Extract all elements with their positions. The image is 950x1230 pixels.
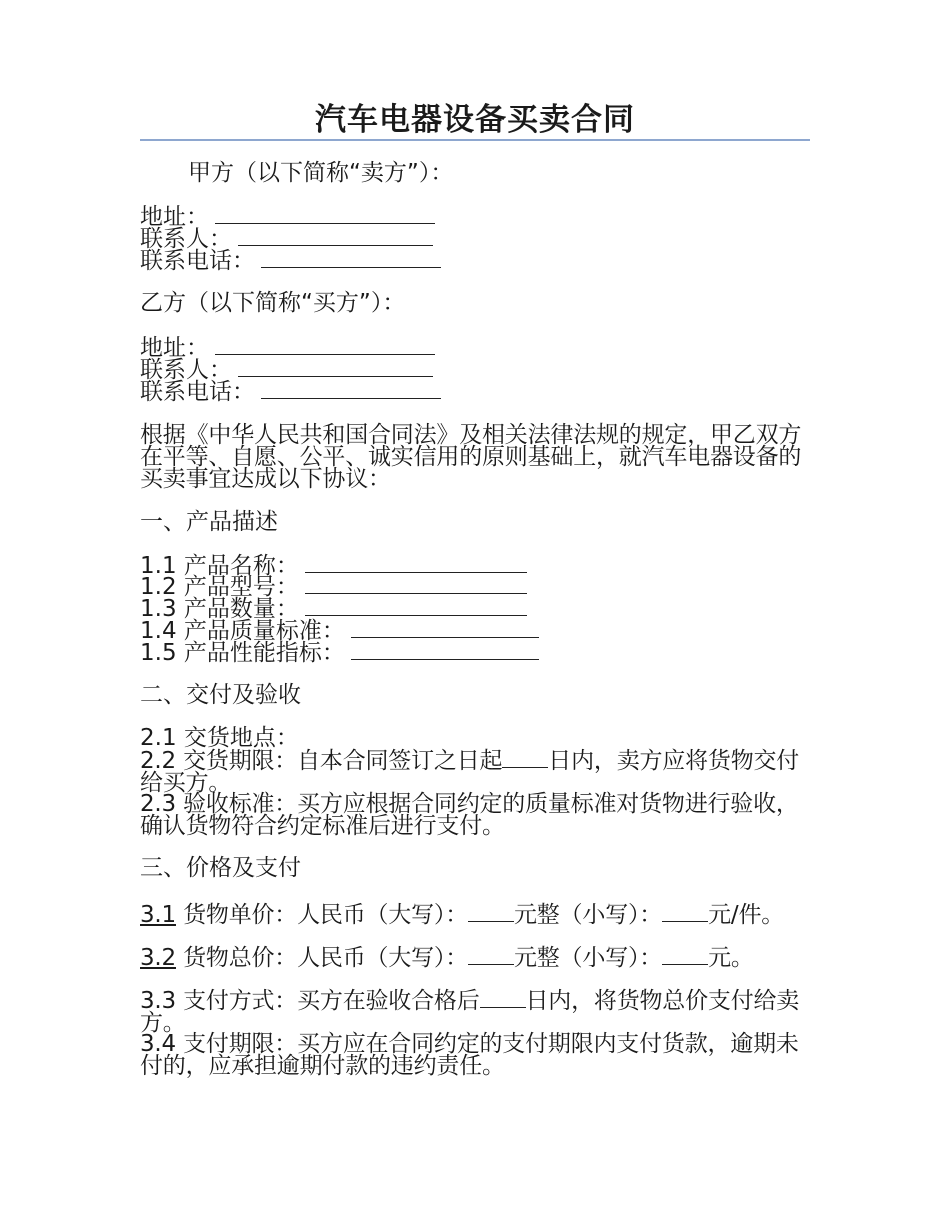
intro-paragraph: 根据《中华人民共和国合同法》及相关法律法规的规定，甲乙双方在平等、自愿、公平、诚实信用的原则基础上，就汽车电器设备的买卖事宜达成以下协议： <box>140 422 802 492</box>
section3-heading: 三、价格及支付 <box>140 855 301 881</box>
payment-method-text: 3.3 支付方式：买方在验收合格后 <box>140 988 480 1014</box>
product-performance-blank <box>351 641 539 660</box>
section1-heading: 一、产品描述 <box>140 509 278 535</box>
product-model-label: 1.2 产品型号： <box>140 574 299 600</box>
total-price-text-3: 元。 <box>708 945 754 971</box>
total-price <box>140 946 812 969</box>
party-b-address-label: 地址： <box>140 335 209 361</box>
party-b-phone-blank <box>261 380 441 399</box>
payment-method-text-2: 日内，将货物总价支付给卖方。 <box>140 988 800 1036</box>
party-a-heading: 甲方（以下简称“卖方”）： <box>188 160 454 186</box>
party-b-address-blank <box>215 336 435 355</box>
product-quality-blank <box>351 619 539 638</box>
party-b-heading: 乙方（以下简称“买方”）： <box>140 290 406 316</box>
party-a-phone-label: 联系电话： <box>140 248 255 274</box>
product-name-label: 1.1 产品名称： <box>140 553 299 579</box>
party-a-phone <box>140 249 441 273</box>
product-name-blank <box>305 554 527 573</box>
unit-price <box>140 903 812 926</box>
total-price-lower-blank <box>662 946 708 965</box>
payment-method <box>140 989 812 1034</box>
total-price-number: 3.2 <box>140 945 176 971</box>
party-a-address-blank <box>215 205 435 224</box>
product-quantity-blank <box>305 597 527 616</box>
party-b-contact-blank <box>238 358 433 377</box>
delivery-deadline-text: 2.2 交货期限：自本合同签订之日起 <box>140 748 503 774</box>
party-b-phone <box>140 380 441 404</box>
party-a-address-label: 地址： <box>140 204 209 230</box>
product-quantity-label: 1.3 产品数量： <box>140 596 299 622</box>
unit-price-upper-blank <box>468 903 514 922</box>
unit-price-number: 3.1 <box>140 902 176 928</box>
payment-deadline: 3.4 支付期限：买方应在合同约定的支付期限内支付货款，逾期未付的，应承担逾期付款的违约责任。 <box>140 1031 799 1079</box>
party-b-contact-label: 联系人： <box>140 357 232 383</box>
party-a-contact-label: 联系人： <box>140 226 232 252</box>
unit-price-text: 货物单价：人民币（大写）： <box>175 902 468 928</box>
payment-days-blank <box>480 989 526 1008</box>
party-b-phone-label: 联系电话： <box>140 379 255 405</box>
product-quality-label: 1.4 产品质量标准： <box>140 618 345 644</box>
product-model-blank <box>305 575 527 594</box>
section2-heading: 二、交付及验收 <box>140 682 301 708</box>
delivery-deadline-text-2: 日内，卖方应将货物交付给买方。 <box>140 748 800 796</box>
product-performance-label: 1.5 产品性能指标： <box>140 640 345 666</box>
unit-price-text-3: 元/件。 <box>708 902 785 928</box>
acceptance-standard: 2.3 验收标准：买方应根据合同约定的质量标准对货物进行验收，确认货物符合约定标准后进行支付。 <box>140 791 799 839</box>
delivery-days-blank <box>502 749 548 768</box>
total-price-text-2: 元整（小写）： <box>514 945 663 971</box>
delivery-location: 2.1 交货地点： <box>140 725 299 751</box>
unit-price-text-2: 元整（小写）： <box>514 902 663 928</box>
unit-price-lower-blank <box>662 903 708 922</box>
total-price-text: 货物总价：人民币（大写）： <box>175 945 468 971</box>
delivery-deadline <box>140 749 812 794</box>
party-a-phone-blank <box>261 249 441 268</box>
party-a-contact-blank <box>238 227 433 246</box>
total-price-upper-blank <box>468 946 514 965</box>
section1-item-5 <box>140 641 539 665</box>
title-underline <box>140 139 810 141</box>
contract-title: 汽车电器设备买卖合同 <box>315 102 635 138</box>
